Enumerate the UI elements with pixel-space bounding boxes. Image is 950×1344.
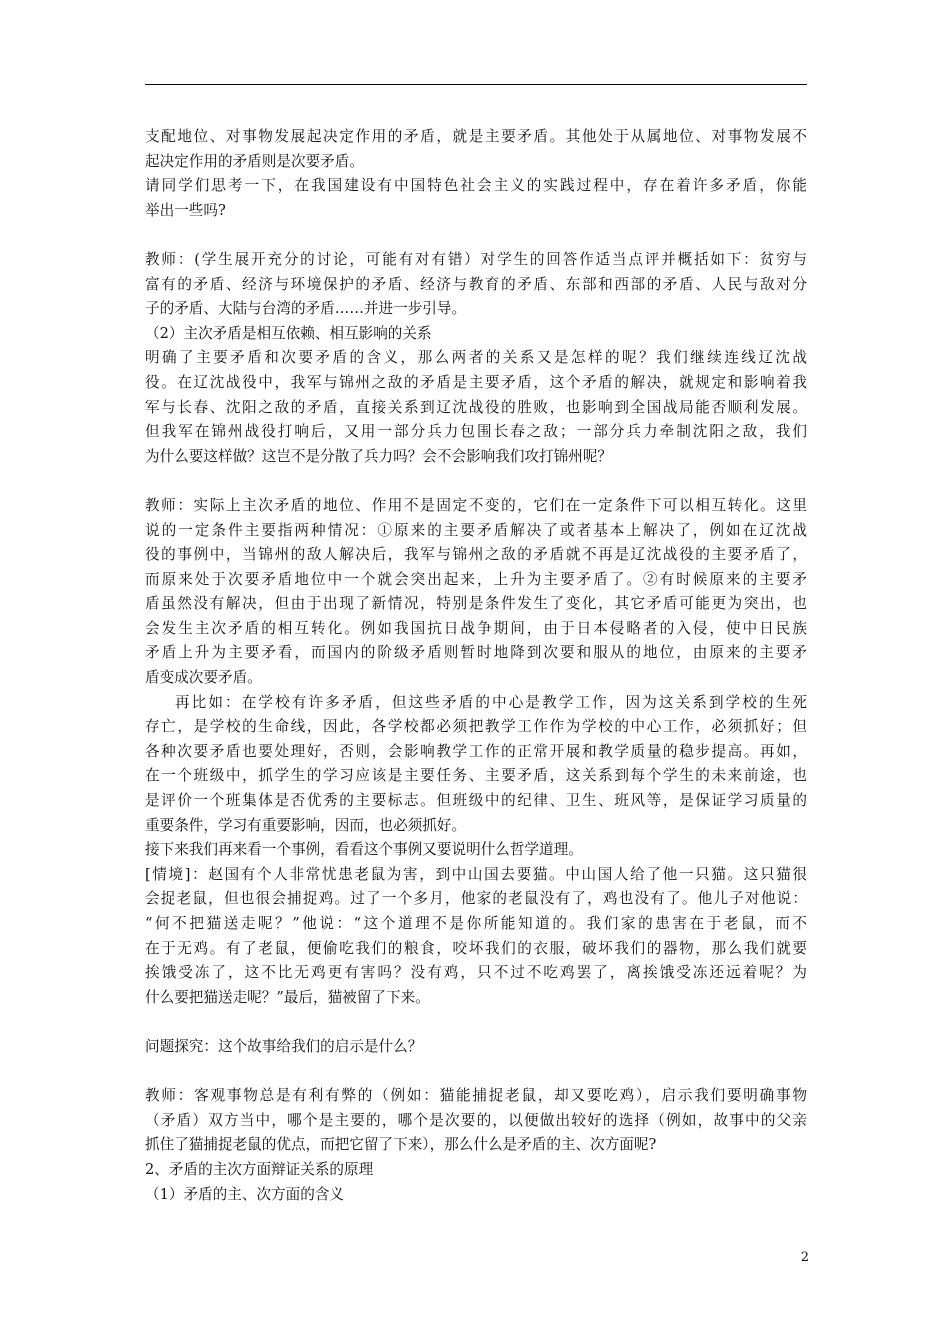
text-line: 举出一些吗?: [145, 201, 226, 219]
text-line: 起决定作用的矛盾则是次要矛盾。: [145, 152, 364, 170]
text-line: “何不把猫送走呢？”他说：“这个道理不是你所能知道的。我们家的患害在于老鼠，而不: [145, 915, 807, 932]
text-line: 会发生主次矛盾的相互转化。例如我国抗日战争期间，由于日本侵略者的入侵，使中日民族: [145, 619, 807, 637]
text-line: 请同学们思考一下，在我国建设有中国特色社会主义的实践过程中，存在着许多矛盾，你能: [145, 177, 807, 195]
text-line: 问题探究：这个故事给我们的启示是什么？: [145, 1037, 423, 1055]
text-line: 会捉老鼠，但也很会捕捉鸡。过了一个多月，他家的老鼠没有了，鸡也没有了。他儿子对他说：: [145, 890, 807, 908]
text-line: 子的矛盾、大陆与台湾的矛盾……并进一步引导。: [145, 300, 467, 318]
text-line: 但我军在锦州战役打响后，又用一部分兵力包围长春之敌；一部分兵力牵制沈阳之敌，我们: [145, 423, 807, 441]
text-line: 役的事例中，当锦州的敌人解决后，我军与锦州之敌的矛盾就不再是辽沈战役的主要矛盾了，: [145, 546, 807, 564]
text-line: 抓住了猫捕捉老鼠的优点，而把它留了下来），那么什么是矛盾的主、次方面呢?: [145, 1136, 657, 1154]
text-line: 支配地位、对事物发展起决定作用的矛盾，就是主要矛盾。其他处于从属地位、对事物发展不: [145, 128, 807, 145]
text-line: 役。在辽沈战役中，我军与锦州之敌的矛盾是主要矛盾，这个矛盾的解决，就规定和影响着我: [145, 373, 807, 391]
text-line: 重要条件，学习有重要影响，因而，也必须抓好。: [145, 816, 467, 834]
text-line: 再比如：在学校有许多矛盾，但这些矛盾的中心是教学工作，因为这关系到学校的生死: [175, 693, 807, 711]
text-line: 存亡，是学校的生命线，因此，各学校都必须把教学工作作为学校的中心工作，必须抓好；但: [145, 718, 807, 736]
text-line: 矛盾上升为主要矛看，而国内的阶级矛盾则暂时地降到次要和服从的地位，由原来的主要矛: [145, 644, 807, 662]
text-line: 在一个班级中，抓学生的学习应该是主要任务、主要矛盾，这关系到每个学生的未来前途，也: [145, 767, 807, 785]
text-line: 为什么要这样做？这岂不是分散了兵力吗？会不会影响我们攻打锦州呢？: [145, 447, 613, 465]
text-line: 说的一定条件主要指两种情况：①原来的主要矛盾解决了或者基本上解决了，例如在辽沈战: [145, 521, 807, 539]
text-line: 各种次要矛盾也要处理好，否则，会影响教学工作的正常开展和教学质量的稳步提高。再如，: [145, 742, 807, 760]
document-body: [145, 125, 807, 1207]
text-line: [情境]：赵国有个人非常忧患老鼠为害，到中山国去要猫。中山国人给了他一只猫。这只猫很: [145, 865, 807, 883]
text-line: （2）主次矛盾是相互依赖、相互影响的关系: [145, 324, 432, 342]
blank-line: [145, 469, 807, 494]
text-line: 在于无鸡。有了老鼠，便偷吃我们的粮食，咬坏我们的衣服，破坏我们的器物，那么我们就要: [145, 939, 807, 957]
blank-line: [145, 1060, 807, 1085]
text-line: 什么要把猫送走呢？”最后，猫被留了下来。: [145, 988, 430, 1006]
text-line: 是评价一个班集体是否优秀的主要标志。但班级中的纪律、卫生、班风等，是保证学习质量的: [145, 792, 807, 810]
text-line: 军与长春、沈阳之敌的矛盾，直接关系到辽沈战役的胜败，也影响到全国战局能否顺利发展。: [145, 398, 807, 416]
text-line: 富有的矛盾、经济与环境保护的矛盾、经济与教育的矛盾、东部和西部的矛盾、人民与敌对分: [145, 275, 807, 293]
header-rule: [145, 84, 807, 85]
text-line: 教师：实际上主次矛盾的地位、作用不是固定不变的，它们在一定条件下可以相互转化。这里: [145, 496, 807, 514]
text-line: 接下来我们再来看一个事例，看看这个事例又要说明什么哲学道理。: [145, 841, 583, 859]
text-line: 盾变成次要矛盾。: [145, 669, 262, 687]
text-line: 而原来处于次要矛盾地位中一个就会突出起来，上升为主要矛盾了。②有时候原来的主要矛: [145, 570, 807, 588]
text-line: 2、矛盾的主次方面辩证关系的原理: [145, 1160, 374, 1178]
text-line: 挨饿受冻了，这不比无鸡更有害吗？没有鸡，只不过不吃鸡罢了，离挨饿受冻还远着呢？为: [145, 964, 807, 982]
blank-line: [145, 1010, 807, 1035]
blank-line: [145, 223, 807, 248]
text-line: 教师：客观事物总是有利有弊的（例如：猫能捕捉老鼠，却又要吃鸡），启示我们要明确事物: [145, 1087, 807, 1105]
text-line: （矛盾）双方当中，哪个是主要的，哪个是次要的，以便做出较好的选择（例如，故事中的父亲: [145, 1111, 807, 1129]
text-line: 盾虽然没有解决，但由于出现了新情况，特别是条件发生了变化，其它矛盾可能更为突出，也: [145, 595, 807, 613]
text-line: 明确了主要矛盾和次要矛盾的含义，那么两者的关系又是怎样的呢？我们继续连线辽沈战: [145, 349, 807, 367]
text-line: 教师：(学生展开充分的讨论，可能有对有错）对学生的回答作适当点评并概括如下：贫穷与: [145, 250, 807, 268]
page-number: 2: [800, 1250, 809, 1265]
text-line: （1）矛盾的主、次方面的含义: [145, 1185, 345, 1203]
